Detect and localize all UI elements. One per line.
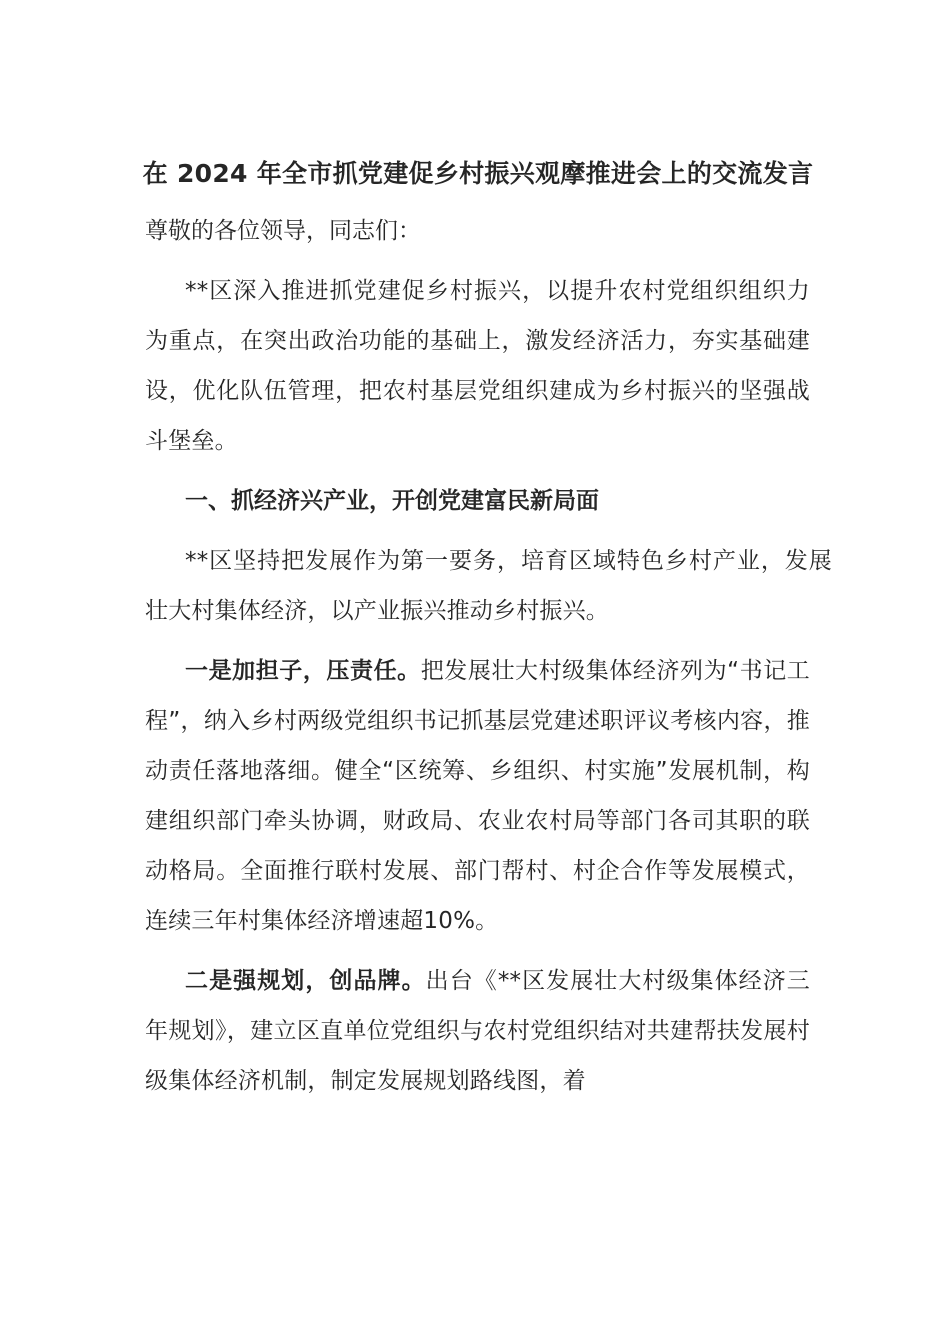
section-1-intro-paragraph: **区坚持把发展作为第一要务，培育区域特色乡村产业，发展壮大村集体经济，以产业振兴推动乡村振兴。 <box>145 548 832 624</box>
point-1-lead: 一是加担子，压责任。 <box>185 658 421 684</box>
salutation: 尊敬的各位领导，同志们： <box>145 218 421 244</box>
point-2-text: 出台《**区发展壮大村级集体经济三年规划》，建立区直单位党组织与农村党组织结对共建帮扶发展村级集体经济机制，制定发展规划路线图，着 <box>145 968 810 1094</box>
point-2-lead: 二是强规划，创品牌。 <box>185 968 426 994</box>
section-heading-1: 一、抓经济兴产业，开创党建富民新局面 <box>185 488 599 514</box>
point-2-paragraph <box>145 956 810 1106</box>
document-title: 在 2024 年全市抓党建促乡村振兴观摩推进会上的交流发言 <box>142 159 814 188</box>
document-page <box>142 148 832 1106</box>
intro-paragraph: **区深入推进抓党建促乡村振兴，以提升农村党组织组织力为重点，在突出政治功能的基础上，激发经济活力，夯实基础建设，优化队伍管理，把农村基层党组织建成为乡村振兴的坚强战斗堡垒。 <box>145 278 810 454</box>
point-1-text: 把发展壮大村级集体经济列为“书记工程”，纳入乡村两级党组织书记抓基层党建述职评议考核内容，推动责任落地落细。健全“区统筹、乡组织、村实施”发展机制，构建组织部门牵头协调，财政局、农业农村局等部门各司其职的联动格局。全面推行联村发展、部门帮村、村企合作等发展模式，连续三年村集体经济增速超10%。 <box>145 658 811 934</box>
point-1-paragraph <box>145 646 810 946</box>
